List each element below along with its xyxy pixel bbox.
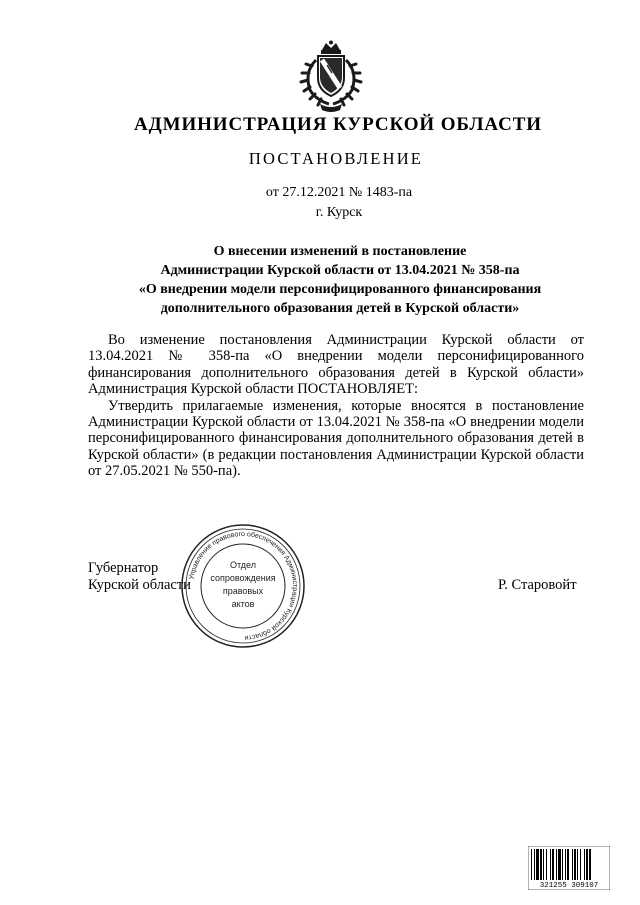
document-title xyxy=(80,242,600,318)
signatory-name: Р. Старовойт xyxy=(498,577,577,593)
barcode-bar xyxy=(567,849,569,880)
stamp-center-line: Отдел xyxy=(229,560,257,570)
barcode-bar xyxy=(586,849,588,880)
barcode-bar xyxy=(531,849,532,880)
document-city: г. Курск xyxy=(315,205,363,220)
barcode-bar xyxy=(589,849,591,880)
barcode-bar xyxy=(550,849,551,880)
barcode-bar xyxy=(574,849,576,880)
title-line: О внесении изменений в постановление xyxy=(213,244,467,259)
barcode-bar xyxy=(552,849,554,880)
barcode-bar xyxy=(546,849,547,880)
body-paragraph: Во изменение постановления Администрации Курской области от 13.04.2021 № 358-па «О внедрении модели персонифицированного финансирования дополнительного образования детей в Курской области» Администрация Курской области ПОСТАНОВЛЯЕТ: xyxy=(88,332,584,398)
barcode-bar xyxy=(543,849,544,880)
signatory-position-line: Курской области xyxy=(88,577,191,593)
title-line: Администрации Курской области от 13.04.2021 № 358-па xyxy=(160,263,520,278)
barcode-bar xyxy=(565,849,566,880)
stamp-center-line: правовых xyxy=(222,586,264,596)
barcode-bar xyxy=(580,849,581,880)
document-type: ПОСТАНОВЛЕНИЕ xyxy=(248,149,424,168)
title-line: «О внедрении модели персонифицированного финансирования xyxy=(138,282,542,297)
barcode-bar xyxy=(577,849,578,880)
barcode-bar xyxy=(534,849,535,880)
document-date-number: от 27.12.2021 № 1483-па xyxy=(265,185,413,200)
signatory-position xyxy=(88,560,191,594)
title-line: дополнительного образования детей в Курской области» xyxy=(160,301,520,316)
barcode-bar xyxy=(556,849,557,880)
stamp-ring-text: Управление правового обеспечения Администрации Курской области xyxy=(188,530,299,642)
barcode-bar xyxy=(562,849,563,880)
coat-of-arms-icon xyxy=(296,40,366,112)
organization-name: АДМИНИСТРАЦИЯ КУРСКОЙ ОБЛАСТИ xyxy=(134,114,542,135)
stamp-center-line: актов xyxy=(231,599,255,609)
body-paragraph: Утвердить прилагаемые изменения, которые вносятся в постановление Администрации Курской области от 13.04.2021 № 358-па «О внедрении модели персонифицированного финансирования дополнительного образования детей в Курской области» (в редакции постановления Администрации Курской области от 27.05.2021 № 550-па). xyxy=(88,397,584,480)
barcode-bar xyxy=(536,849,539,880)
official-stamp xyxy=(179,522,307,650)
barcode-bar xyxy=(584,849,585,880)
barcode-bar xyxy=(540,849,542,880)
document-body xyxy=(88,332,584,480)
signatory-position-line: Губернатор xyxy=(88,560,159,576)
barcode-bar xyxy=(572,849,573,880)
barcode-bar xyxy=(558,849,561,880)
barcode-number: 321255 309107 xyxy=(539,882,599,890)
barcode xyxy=(528,846,610,890)
stamp-center-line: сопровождения xyxy=(210,573,276,583)
